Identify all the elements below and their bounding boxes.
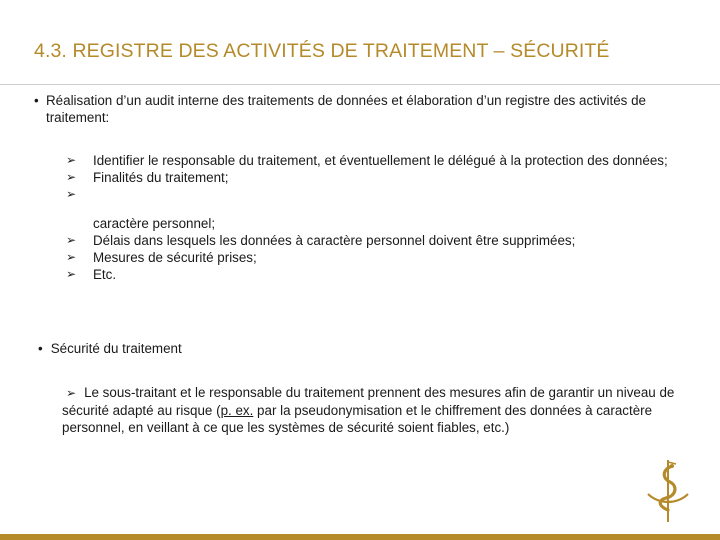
arrow-icon: ➢ bbox=[66, 386, 77, 400]
list-item-text: Mesures de sécurité prises; bbox=[93, 250, 257, 265]
bullet-marker: • bbox=[34, 93, 39, 108]
footer-accent-bar bbox=[0, 534, 720, 540]
list-item-text: Identifier le responsable du traitement, et éventuellement le délégué à la protection des données; bbox=[93, 153, 668, 168]
list-item-text: caractère personnel; bbox=[93, 216, 216, 231]
paragraph-text-before: Le sous-traitant et le responsable du traitement prennent des mesures afin de garantir un niveau de sécurité adapté au risque ( bbox=[62, 385, 675, 418]
slide-title: 4.3. REGISTRE DES ACTIVITÉS DE TRAITEMENT – SÉCURITÉ bbox=[34, 40, 610, 62]
list-item bbox=[66, 249, 686, 266]
arrow-icon: ➢ bbox=[66, 187, 77, 201]
list-item-text: Délais dans lesquels les données à caractère personnel doivent être supprimées; bbox=[93, 233, 576, 248]
list-item bbox=[66, 266, 686, 283]
register-items-list bbox=[66, 152, 686, 283]
arrow-icon: ➢ bbox=[66, 170, 77, 184]
paragraph-text-after: par la pseudonymisation et le chiffrement des données à caractère personnel, en veillant à ce que les systèmes de sécurité soient fiables, etc.) bbox=[62, 403, 653, 435]
arrow-icon: ➢ bbox=[66, 153, 77, 167]
caduceus-icon bbox=[640, 456, 692, 526]
paragraph-example-abbr: p. ex. bbox=[220, 403, 254, 418]
list-item bbox=[66, 152, 686, 169]
bullet-security bbox=[38, 340, 182, 357]
arrow-icon: ➢ bbox=[66, 267, 77, 281]
bullet-audit-text: Réalisation d’un audit interne des traitements de données et élaboration d’un registre des activités de traitement: bbox=[46, 93, 646, 125]
title-divider bbox=[0, 84, 720, 85]
arrow-icon: ➢ bbox=[66, 233, 77, 247]
bullet-marker: • bbox=[38, 341, 43, 356]
list-item-text: Etc. bbox=[93, 267, 117, 282]
list-item bbox=[66, 186, 686, 203]
bullet-security-text: Sécurité du traitement bbox=[50, 341, 182, 356]
bullet-audit bbox=[34, 92, 674, 126]
list-item-text: Finalités du traitement; bbox=[93, 170, 229, 185]
arrow-icon: ➢ bbox=[66, 250, 77, 264]
security-paragraph bbox=[62, 384, 682, 436]
list-item bbox=[66, 169, 686, 186]
list-item bbox=[66, 232, 686, 249]
list-item bbox=[66, 215, 686, 232]
